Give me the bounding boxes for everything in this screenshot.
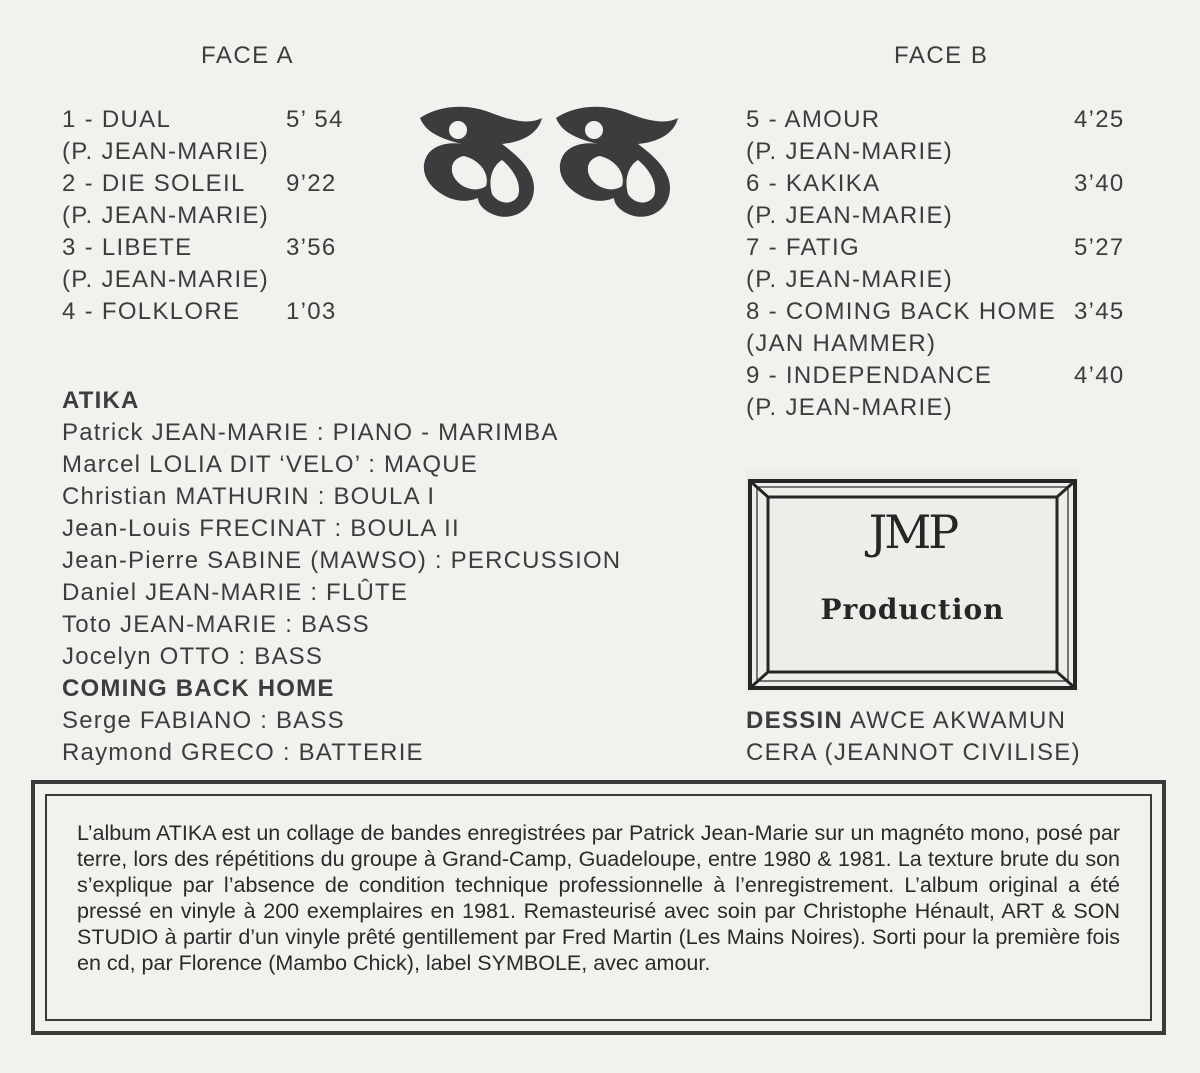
credit-line: Christian MATHURIN : BOULA I <box>62 483 436 510</box>
track-duration: 3’45 <box>1074 298 1125 325</box>
track-duration: 4’25 <box>1074 106 1125 133</box>
credit-line: Patrick JEAN-MARIE : PIANO - MARIMBA <box>62 419 559 446</box>
track-title: 3 - LIBETE <box>62 234 193 261</box>
track-title: 7 - FATIG <box>746 234 860 261</box>
credits-heading-atika: ATIKA <box>62 387 140 414</box>
track-title: 6 - KAKIKA <box>746 170 881 197</box>
track-row <box>746 168 1166 200</box>
track-row <box>746 104 1166 136</box>
face-a-tracklist <box>62 104 422 328</box>
track-duration: 5’ 54 <box>286 106 344 133</box>
liner-notes-text: L’album ATIKA est un collage de bandes enregistrées par Patrick Jean-Marie sur un magnéto mono, posé par terre, lors des répétitions du groupe à Grand-Camp, Guadeloupe, entre 1980 & 1981. La texture brute du son s’explique par l’absence de condition technique professionnelle à l’enregistrement. L’album original a été pressé en vinyle à 200 exemplaires en 1981. Remasteurisé avec soin par Christophe Hénault, ART & SON STUDIO à partir d’un vinyle prêté gentillement par Fred Martin (Les Mains Noires). Sorti pour la première fois en cd, par Florence (Mambo Chick), label SYMBOLE, avec amour. <box>77 821 1120 975</box>
track-row <box>62 168 422 200</box>
credit-line: Serge FABIANO : BASS <box>62 707 345 734</box>
face-b-tracklist <box>746 104 1166 424</box>
jmp-monogram: JMP <box>868 505 957 559</box>
production-label: Production <box>820 593 1005 626</box>
track-title: 5 - AMOUR <box>746 106 881 133</box>
credit-line: Jocelyn OTTO : BASS <box>62 643 324 670</box>
musician-credits <box>62 385 621 769</box>
track-row <box>746 232 1166 264</box>
track-duration: 3’56 <box>286 234 337 261</box>
track-duration: 4’40 <box>1074 362 1125 389</box>
face-b-title: FACE B <box>894 42 989 69</box>
track-duration: 3’40 <box>1074 170 1125 197</box>
track-credit: (P. JEAN-MARIE) <box>62 266 270 293</box>
credit-line: Jean-Louis FRECINAT : BOULA II <box>62 515 460 542</box>
track-title: 1 - DUAL <box>62 106 172 133</box>
face-a-title: FACE A <box>201 42 295 69</box>
dessin-artist: AWCE AKWAMUN <box>849 707 1067 734</box>
dessin-credit <box>746 705 1081 769</box>
track-credit: (P. JEAN-MARIE) <box>746 266 954 293</box>
track-title: 9 - INDEPENDANCE <box>746 362 993 389</box>
credit-line: Toto JEAN-MARIE : BASS <box>62 611 370 638</box>
track-credit: (P. JEAN-MARIE) <box>746 138 954 165</box>
track-row <box>62 296 422 328</box>
track-duration: 5’27 <box>1074 234 1125 261</box>
dessin-line-1 <box>746 705 1081 737</box>
track-title: 2 - DIE SOLEIL <box>62 170 246 197</box>
track-credit: (P. JEAN-MARIE) <box>746 202 954 229</box>
track-duration: 1’03 <box>286 298 337 325</box>
liner-notes-inner-frame <box>45 794 1152 1021</box>
credit-line: Jean-Pierre SABINE (MAWSO) : PERCUSSION <box>62 547 622 574</box>
track-credit: (P. JEAN-MARIE) <box>62 138 270 165</box>
jmp-production-logo <box>746 469 1079 693</box>
liner-notes-box <box>31 780 1166 1035</box>
ornamental-88-emblem-icon <box>418 104 680 222</box>
credit-line: Raymond GRECO : BATTERIE <box>62 739 424 766</box>
track-row <box>746 360 1166 392</box>
track-row <box>62 232 422 264</box>
track-row <box>62 104 422 136</box>
credit-line: Marcel LOLIA DIT ‘VELO’ : MAQUE <box>62 451 478 478</box>
credits-heading-coming-back-home: COMING BACK HOME <box>62 675 335 702</box>
track-row <box>746 296 1166 328</box>
track-credit: (P. JEAN-MARIE) <box>746 394 954 421</box>
track-credit: (P. JEAN-MARIE) <box>62 202 270 229</box>
track-credit: (JAN HAMMER) <box>746 330 937 357</box>
credit-line: Daniel JEAN-MARIE : FLÛTE <box>62 579 409 606</box>
dessin-line-2: CERA (JEANNOT CIVILISE) <box>746 739 1081 766</box>
track-title: 4 - FOLKLORE <box>62 298 241 325</box>
dessin-label: DESSIN <box>746 707 844 734</box>
track-duration: 9’22 <box>286 170 337 197</box>
track-title: 8 - COMING BACK HOME <box>746 298 1057 325</box>
logo-frame-icon <box>746 469 1079 693</box>
